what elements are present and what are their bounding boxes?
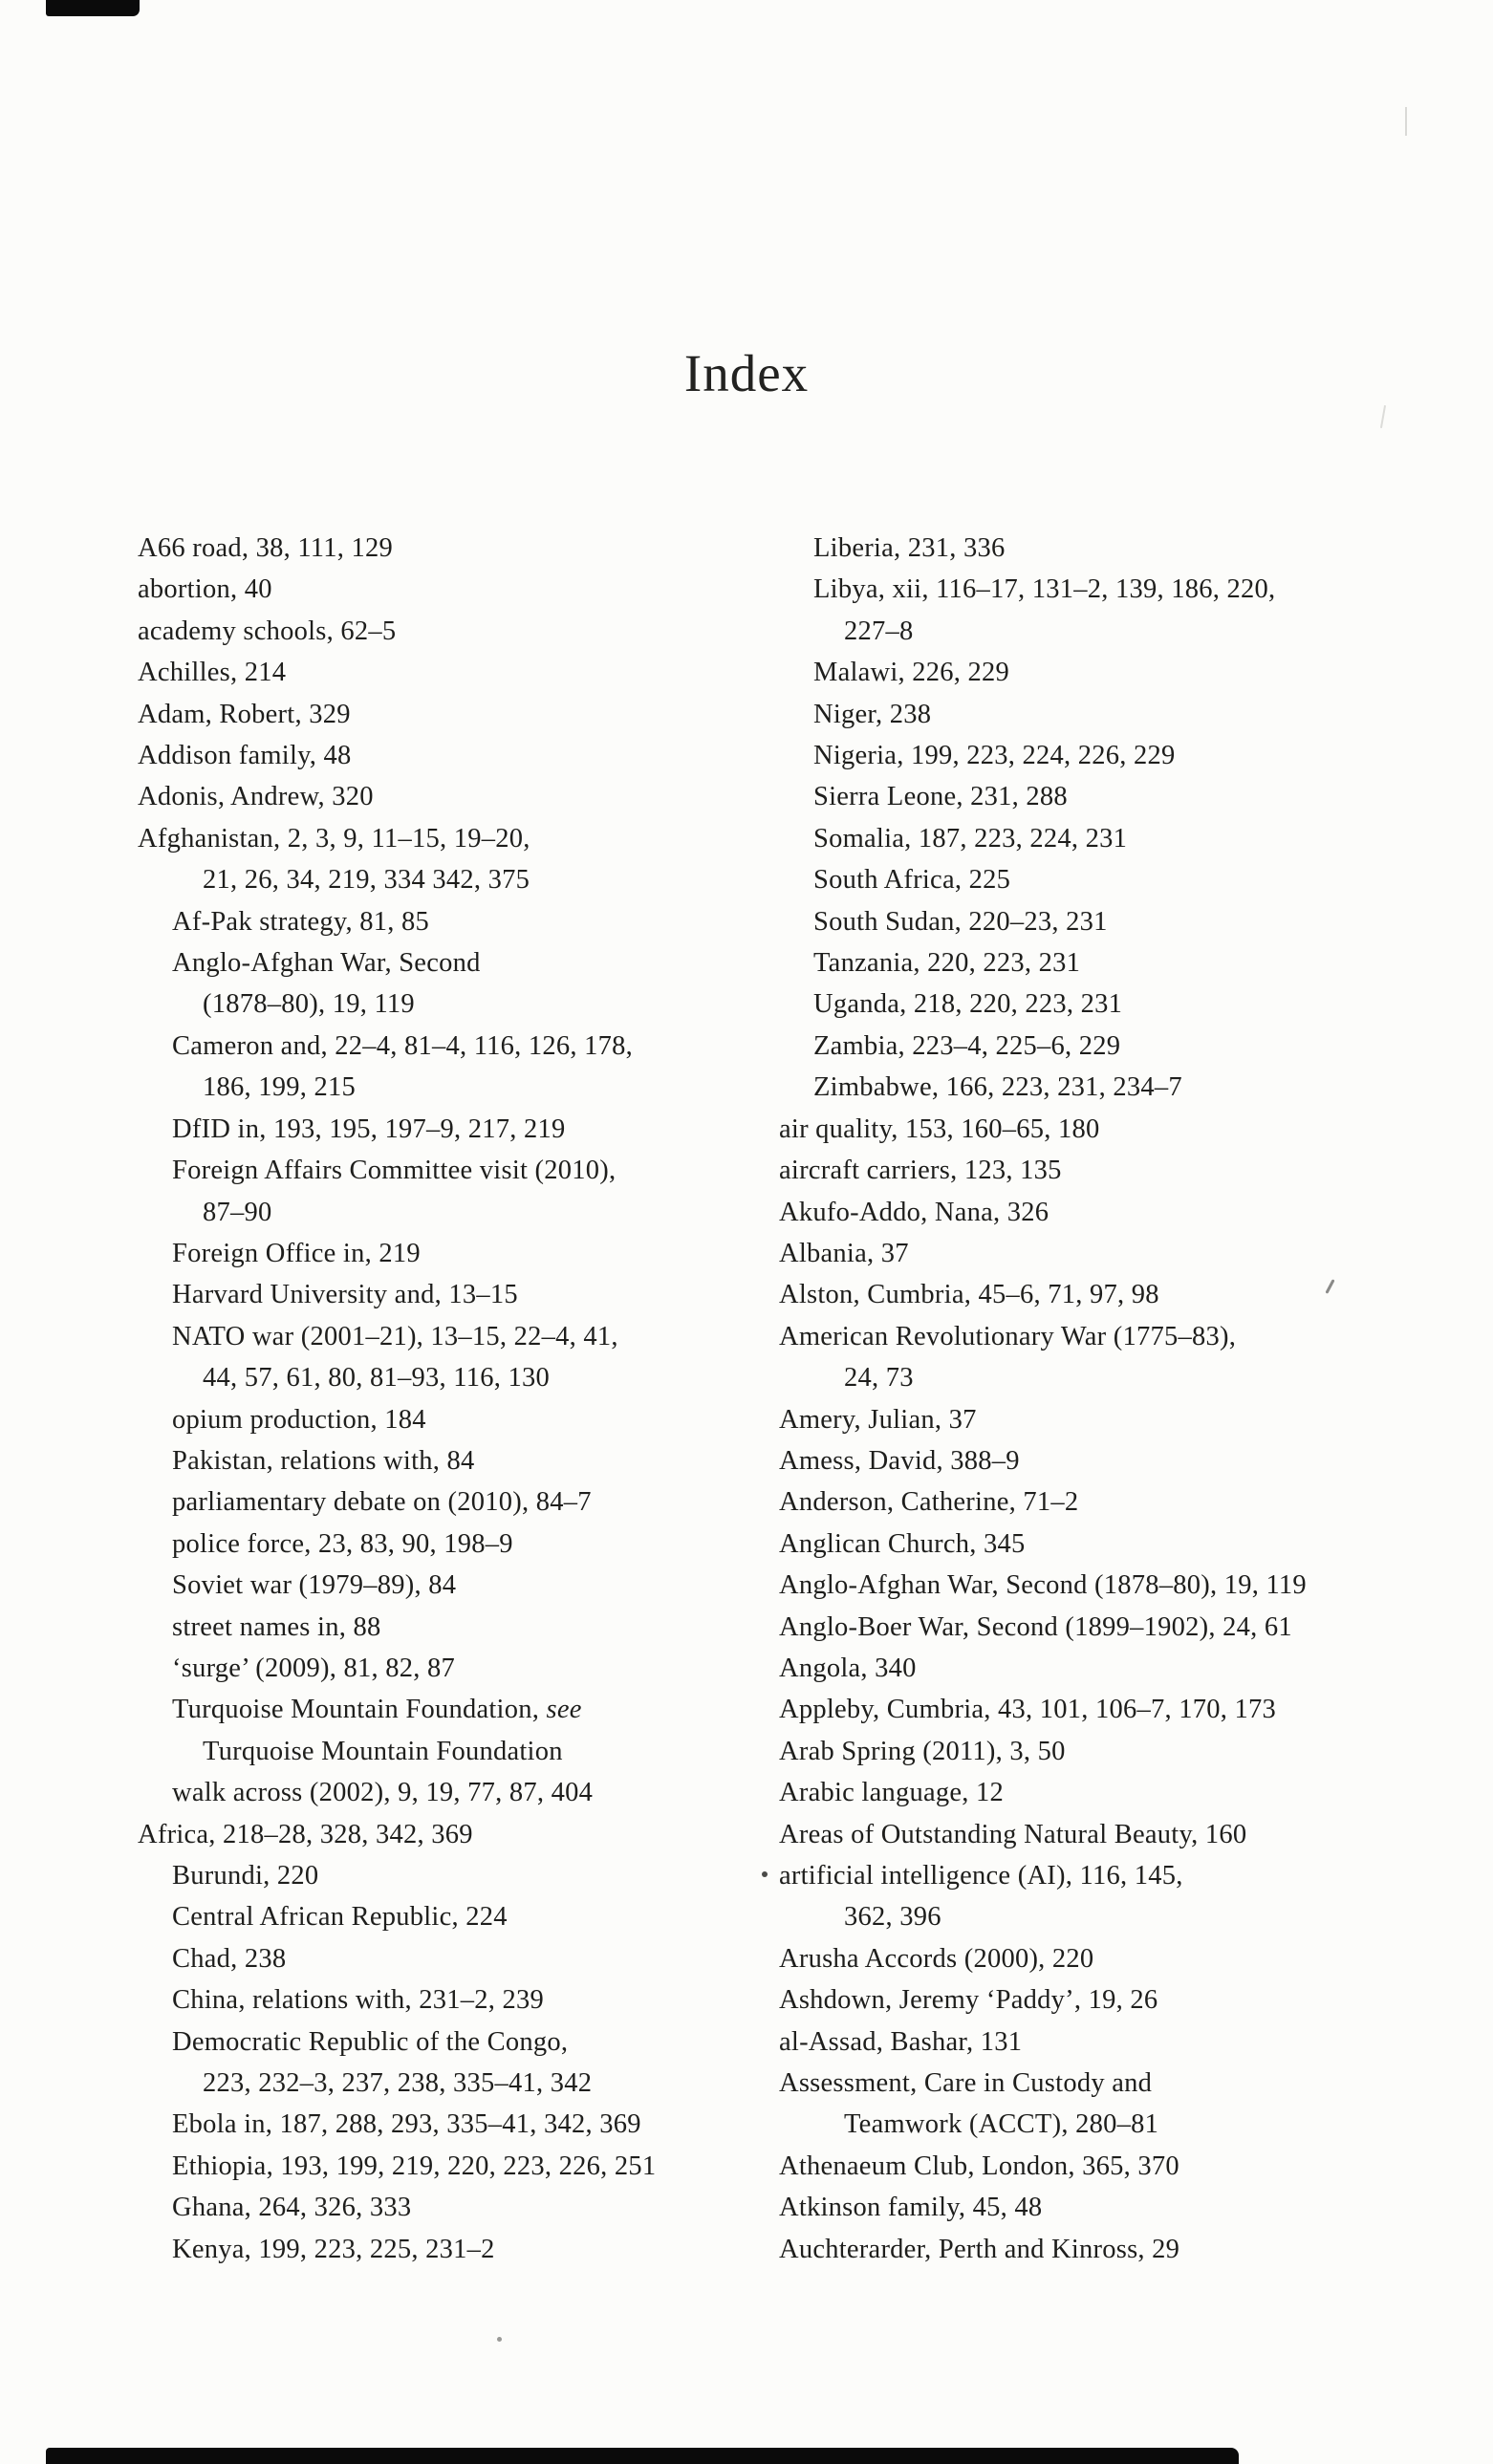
- index-entry: Achilles, 214: [138, 658, 287, 688]
- index-entry: Chad, 238: [172, 1943, 287, 1974]
- index-entry: 362, 396: [844, 1902, 941, 1933]
- index-entry: 44, 57, 61, 80, 81–93, 116, 130: [203, 1363, 550, 1394]
- index-entry: Anglo-Afghan War, Second (1878–80), 19, 119: [779, 1570, 1307, 1601]
- scan-artifact-dot: [497, 2337, 502, 2342]
- index-entry: Anglican Church, 345: [779, 1528, 1026, 1559]
- index-entry: Ethiopia, 193, 199, 219, 220, 223, 226, 251: [172, 2151, 657, 2181]
- index-entry: Alston, Cumbria, 45–6, 71, 97, 98: [779, 1280, 1159, 1310]
- index-entry: Harvard University and, 13–15: [172, 1280, 518, 1310]
- index-entry: Tanzania, 220, 223, 231: [813, 948, 1081, 979]
- index-entry: A66 road, 38, 111, 129: [138, 533, 393, 563]
- index-column-right: [779, 528, 1448, 2270]
- index-entry: Anglo-Afghan War, Second: [172, 948, 481, 979]
- index-entry: academy schools, 62–5: [138, 616, 397, 646]
- index-entry: Democratic Republic of the Congo,: [172, 2026, 569, 2057]
- index-entry: Soviet war (1979–89), 84: [172, 1570, 457, 1601]
- index-entry: Adonis, Andrew, 320: [138, 782, 374, 812]
- scan-artifact-dot: [762, 1871, 768, 1877]
- index-entry: Foreign Office in, 219: [172, 1238, 421, 1268]
- index-entry: Atkinson family, 45, 48: [779, 2193, 1043, 2223]
- index-entry: Pakistan, relations with, 84: [172, 1445, 475, 1476]
- index-entry: 186, 199, 215: [203, 1072, 356, 1103]
- index-entry: Nigeria, 199, 223, 224, 226, 229: [813, 741, 1176, 771]
- index-entry: Athenaeum Club, London, 365, 370: [779, 2151, 1179, 2181]
- index-entry: artificial intelligence (AI), 116, 145,: [779, 1861, 1183, 1891]
- index-entry: Liberia, 231, 336: [813, 533, 1006, 563]
- index-entry: air quality, 153, 160–65, 180: [779, 1113, 1100, 1144]
- index-entry: Afghanistan, 2, 3, 9, 11–15, 19–20,: [138, 823, 530, 854]
- scan-artifact-bottom-bar: [46, 2448, 1239, 2464]
- index-entry: China, relations with, 231–2, 239: [172, 1985, 545, 2016]
- index-entry: 24, 73: [844, 1363, 914, 1394]
- index-entry: parliamentary debate on (2010), 84–7: [172, 1487, 592, 1518]
- index-entry: Addison family, 48: [138, 741, 352, 771]
- index-entry: 223, 232–3, 237, 238, 335–41, 342: [203, 2068, 593, 2099]
- index-entry: Ebola in, 187, 288, 293, 335–41, 342, 369: [172, 2109, 641, 2140]
- index-entry: Central African Republic, 224: [172, 1902, 508, 1933]
- index-entry: Uganda, 218, 220, 223, 231: [813, 989, 1123, 1020]
- index-entry: opium production, 184: [172, 1404, 426, 1435]
- index-entry: Libya, xii, 116–17, 131–2, 139, 186, 220,: [813, 574, 1276, 605]
- index-entry: Ashdown, Jeremy ‘Paddy’, 19, 26: [779, 1985, 1158, 2016]
- index-entry: NATO war (2001–21), 13–15, 22–4, 41,: [172, 1321, 618, 1351]
- index-entry: Zimbabwe, 166, 223, 231, 234–7: [813, 1072, 1182, 1103]
- index-entry: Ghana, 264, 326, 333: [172, 2193, 412, 2223]
- index-entry: Foreign Affairs Committee visit (2010),: [172, 1156, 617, 1186]
- cross-reference-see: see: [546, 1695, 582, 1725]
- page-title: Index: [683, 343, 810, 402]
- index-entry: American Revolutionary War (1775–83),: [779, 1321, 1237, 1351]
- index-entry: walk across (2002), 9, 19, 77, 87, 404: [172, 1778, 594, 1808]
- index-entry: Kenya, 199, 223, 225, 231–2: [172, 2234, 495, 2264]
- index-entry: (1878–80), 19, 119: [203, 989, 415, 1020]
- index-column-left: [138, 528, 759, 2270]
- index-entry: Amery, Julian, 37: [779, 1404, 977, 1435]
- index-entry: Somalia, 187, 223, 224, 231: [813, 823, 1128, 854]
- index-entry: Burundi, 220: [172, 1861, 319, 1891]
- index-entry: Arabic language, 12: [779, 1778, 1005, 1808]
- index-entry: Anglo-Boer War, Second (1899–1902), 24, 61: [779, 1611, 1292, 1642]
- index-entry: Appleby, Cumbria, 43, 101, 106–7, 170, 173: [779, 1695, 1277, 1725]
- index-entry: al-Assad, Bashar, 131: [779, 2026, 1023, 2057]
- index-entry: Sierra Leone, 231, 288: [813, 782, 1068, 812]
- index-entry: Anderson, Catherine, 71–2: [779, 1487, 1079, 1518]
- scan-artifact-mark: [1405, 107, 1407, 136]
- index-entry: Auchterarder, Perth and Kinross, 29: [779, 2234, 1180, 2264]
- index-entry: ‘surge’ (2009), 81, 82, 87: [172, 1653, 455, 1683]
- index-entry: Zambia, 223–4, 225–6, 229: [813, 1030, 1121, 1061]
- index-entry: street names in, 88: [172, 1611, 381, 1642]
- index-entry: Albania, 37: [779, 1238, 909, 1268]
- index-entry: Arusha Accords (2000), 220: [779, 1943, 1094, 1974]
- index-entry: police force, 23, 83, 90, 198–9: [172, 1528, 513, 1559]
- scan-artifact-mark: [1380, 405, 1386, 428]
- index-entry: DfID in, 193, 195, 197–9, 217, 219: [172, 1113, 566, 1144]
- index-entry: 227–8: [844, 616, 914, 646]
- index-entry: Teamwork (ACCT), 280–81: [844, 2109, 1159, 2140]
- index-entry: Niger, 238: [813, 699, 932, 729]
- index-entry: Af-Pak strategy, 81, 85: [172, 906, 430, 937]
- index-entry: Angola, 340: [779, 1653, 917, 1683]
- index-entry: Adam, Robert, 329: [138, 699, 351, 729]
- index-entry: Areas of Outstanding Natural Beauty, 160: [779, 1819, 1247, 1849]
- index-entry: Amess, David, 388–9: [779, 1445, 1020, 1476]
- index-entry: aircraft carriers, 123, 135: [779, 1156, 1062, 1186]
- index-entry: Africa, 218–28, 328, 342, 369: [138, 1819, 473, 1849]
- index-entry: Arab Spring (2011), 3, 50: [779, 1736, 1066, 1766]
- index-entry: South Sudan, 220–23, 231: [813, 906, 1108, 937]
- index-entry: South Africa, 225: [813, 865, 1011, 896]
- index-entry: Turquoise Mountain Foundation: [203, 1736, 563, 1766]
- index-entry: Akufo-Addo, Nana, 326: [779, 1197, 1049, 1227]
- index-entry: Turquoise Mountain Foundation, see: [172, 1695, 582, 1725]
- index-entry: Cameron and, 22–4, 81–4, 116, 126, 178,: [172, 1030, 634, 1061]
- scan-artifact-top-left-bar: [46, 0, 140, 16]
- index-entry: 87–90: [203, 1197, 272, 1227]
- index-entry: 21, 26, 34, 219, 334 342, 375: [203, 865, 530, 896]
- index-entry: abortion, 40: [138, 574, 272, 605]
- index-entry: Assessment, Care in Custody and: [779, 2068, 1153, 2099]
- index-entry: Malawi, 226, 229: [813, 658, 1010, 688]
